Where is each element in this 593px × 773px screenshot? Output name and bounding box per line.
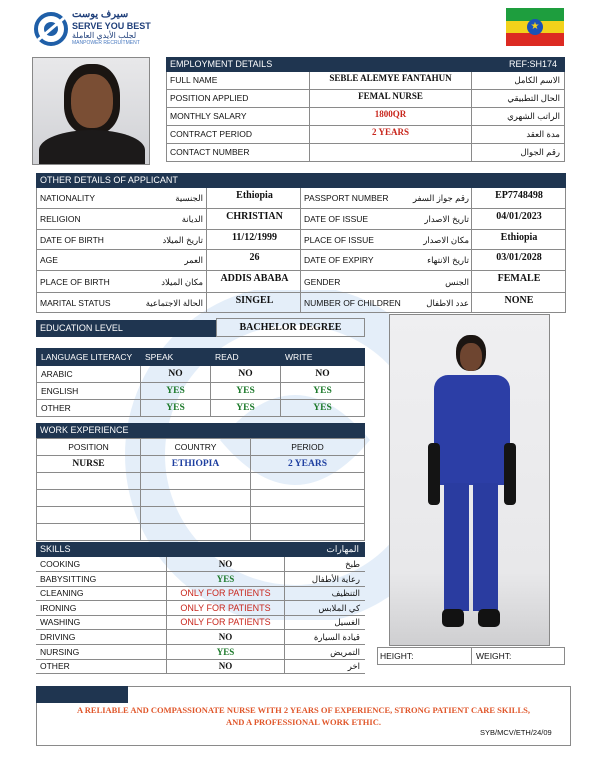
- language-level: YES: [281, 383, 365, 400]
- other-detail-label: PASSPORT NUMBER: [304, 193, 389, 203]
- skill-label: CLEANING: [40, 588, 84, 599]
- other-detail-label: NATIONALITY: [40, 193, 96, 203]
- skill-label-ar: كي الملابس: [318, 602, 360, 613]
- skill-label-ar: التنظيف: [331, 588, 360, 599]
- language-level: NO: [141, 366, 211, 383]
- summary-line-2: AND A PROFESSIONAL WORK ETHIC.: [225, 717, 381, 727]
- period-header: PERIOD: [251, 439, 365, 456]
- other-detail-value: 04/01/2023: [496, 211, 542, 222]
- skills-title-ar: المهارات: [326, 544, 359, 554]
- other-detail-label: PLACE OF ISSUE: [304, 235, 374, 245]
- skill-value: NO: [218, 661, 233, 672]
- skill-label-ar: اخر: [347, 661, 360, 672]
- skill-row: [36, 615, 365, 630]
- language-header-row: [37, 349, 365, 366]
- employment-row: [166, 126, 565, 144]
- other-detail-value: 11/12/1999: [231, 232, 277, 243]
- height-label: HEIGHT:: [380, 651, 414, 661]
- language-level: YES: [211, 400, 281, 417]
- work-experience-table: [36, 438, 365, 541]
- skill-row: [36, 586, 365, 601]
- other-detail-label-ar: مكان الاصدار: [423, 235, 469, 245]
- skill-row: [36, 630, 365, 645]
- skill-value: YES: [216, 573, 235, 584]
- skills-title: SKILLS: [40, 544, 71, 554]
- other-detail-row-left: [36, 188, 301, 209]
- skill-label-ar: التمريض: [330, 646, 360, 657]
- language-level: YES: [141, 383, 211, 400]
- brand-name-ar: سيرف يوست: [72, 9, 129, 20]
- employment-label-ar: مدة العقد: [526, 129, 560, 139]
- other-detail-value: FEMALE: [497, 273, 541, 284]
- language-level: YES: [211, 383, 281, 400]
- reference-number: REF:SH174: [508, 59, 557, 69]
- employment-value: FEMAL NURSE: [358, 91, 423, 101]
- employment-value: 2 YEARS: [372, 127, 409, 137]
- employment-row: [166, 72, 565, 90]
- other-detail-label: RELIGION: [40, 214, 81, 224]
- brand-tag-en: MANPOWER RECRUITMENT: [72, 40, 140, 46]
- employment-row: [166, 108, 565, 126]
- logo-mark-icon: [34, 10, 68, 48]
- education-label: EDUCATION LEVEL: [36, 320, 216, 337]
- other-detail-row-left: [36, 271, 301, 293]
- skills-header: [36, 542, 365, 557]
- other-detail-label: PLACE OF BIRTH: [40, 277, 110, 287]
- employment-row: [166, 90, 565, 108]
- other-detail-label-ar: العمر: [184, 255, 203, 265]
- skill-row: [36, 645, 365, 660]
- read-header: READ: [211, 349, 281, 366]
- skill-label: DRIVING: [40, 632, 76, 642]
- other-detail-row-left: [36, 293, 301, 313]
- position-header: POSITION: [37, 439, 141, 456]
- employment-label: MONTHLY SALARY: [170, 111, 247, 121]
- language-level: YES: [141, 400, 211, 417]
- height-weight-box: [377, 647, 565, 665]
- other-detail-row-right: [301, 293, 566, 313]
- employment-value: 1800QR: [374, 109, 407, 119]
- employment-label-ar: رقم الجوال: [520, 147, 560, 157]
- language-table: [36, 348, 365, 417]
- other-detail-label-ar: تاريخ الانتهاء: [427, 255, 469, 265]
- other-detail-label-ar: رقم جواز السفر: [412, 193, 469, 203]
- employment-header: [166, 57, 565, 72]
- other-detail-label: DATE OF ISSUE: [304, 214, 369, 224]
- skill-value: ONLY FOR PATIENTS: [180, 602, 271, 613]
- skill-label: BABYSITTING: [40, 573, 97, 584]
- skill-value: YES: [216, 646, 235, 657]
- skill-label: COOKING: [40, 559, 81, 569]
- other-detail-label-ar: تاريخ الميلاد: [162, 235, 203, 245]
- other-detail-value: CHRISTIAN: [226, 211, 283, 222]
- language-row: [37, 366, 365, 383]
- work-country: ETHIOPIA: [141, 456, 251, 473]
- other-detail-label: GENDER: [304, 277, 341, 287]
- education-value: BACHELOR DEGREE: [216, 318, 365, 337]
- other-detail-label: DATE OF EXPIRY: [304, 255, 374, 265]
- other-detail-value: SINGEL: [235, 295, 274, 306]
- brand-logo: [34, 10, 174, 50]
- employment-label: CONTRACT PERIOD: [170, 129, 253, 139]
- other-detail-value: Ethiopia: [236, 190, 273, 201]
- skill-label: IRONING: [40, 602, 77, 613]
- employment-row: [166, 144, 565, 162]
- other-detail-label-ar: الجنس: [445, 277, 469, 287]
- skill-value: NO: [218, 559, 233, 569]
- other-detail-label-ar: تاريخ الاصدار: [424, 214, 469, 224]
- other-detail-label-ar: مكان الميلاد: [161, 277, 203, 287]
- other-detail-label: NUMBER OF CHILDREN: [304, 298, 401, 308]
- employment-label-ar: الراتب الشهري: [507, 111, 560, 121]
- employment-label: POSITION APPLIED: [170, 93, 249, 103]
- ethiopia-flag-icon: ★: [506, 8, 564, 46]
- skill-label-ar: قيادة السيارة: [313, 632, 360, 642]
- weight-label: WEIGHT:: [476, 651, 512, 661]
- language-header: LANGUAGE LITERACY: [37, 349, 141, 366]
- other-detail-label-ar: عدد الاطفال: [426, 298, 469, 308]
- language-level: YES: [281, 400, 365, 417]
- work-row-empty: [37, 490, 365, 507]
- work-row-empty: [37, 473, 365, 490]
- other-detail-label-ar: الجنسية: [175, 193, 203, 203]
- other-detail-label-ar: الديانة: [181, 214, 203, 224]
- work-row-empty: [37, 524, 365, 541]
- work-row: [37, 456, 365, 473]
- language-name: OTHER: [37, 400, 141, 417]
- employment-value: SEBLE ALEMYE FANTAHUN: [329, 73, 452, 83]
- other-detail-value: EP7748498: [495, 190, 543, 201]
- other-detail-row-right: [301, 188, 566, 209]
- work-period: 2 YEARS: [251, 456, 365, 473]
- other-detail-value: 26: [249, 252, 260, 263]
- skill-row: [36, 659, 365, 674]
- other-detail-value: Ethiopia: [500, 232, 538, 243]
- employment-label-ar: الاسم الكامل: [514, 75, 560, 85]
- other-detail-value: NONE: [504, 295, 534, 306]
- other-detail-row-left: [36, 209, 301, 230]
- skill-label: OTHER: [40, 661, 70, 672]
- skill-value: ONLY FOR PATIENTS: [180, 588, 271, 599]
- summary-line-1: A RELIABLE AND COMPASSIONATE NURSE WITH 2 YEARS OF EXPERIENCE, STRONG PATIENT CARE SKILLS,: [76, 705, 531, 715]
- skill-row: [36, 572, 365, 587]
- other-detail-value: 03/01/2028: [496, 252, 542, 263]
- work-position: NURSE: [37, 456, 141, 473]
- language-row: [37, 383, 365, 400]
- brand-name-en: SERVE YOU BEST: [72, 21, 151, 31]
- skill-value: ONLY FOR PATIENTS: [180, 617, 271, 628]
- work-row-empty: [37, 507, 365, 524]
- employment-title: EMPLOYMENT DETAILS: [170, 59, 273, 69]
- employment-label: FULL NAME: [170, 75, 218, 85]
- skill-value: NO: [218, 632, 233, 642]
- country-header: COUNTRY: [141, 439, 251, 456]
- footer-code: SYB/MCV/ETH/24/09: [480, 728, 552, 737]
- other-details-header: OTHER DETAILS OF APPLICANT: [36, 173, 566, 188]
- summary-bar: [36, 686, 128, 703]
- other-detail-row-right: [301, 271, 566, 293]
- other-detail-value: ADDIS ABABA: [220, 273, 289, 284]
- skill-label-ar: رعاية الأطفال: [311, 573, 360, 584]
- other-detail-label: AGE: [40, 255, 58, 265]
- skill-label: NURSING: [40, 646, 80, 657]
- employment-label: CONTACT NUMBER: [170, 147, 250, 157]
- write-header: WRITE: [281, 349, 365, 366]
- language-level: NO: [281, 366, 365, 383]
- work-experience-header: WORK EXPERIENCE: [36, 423, 365, 438]
- skill-label: WASHING: [40, 617, 81, 628]
- work-header-row: [37, 439, 365, 456]
- other-detail-label: MARITAL STATUS: [40, 298, 111, 308]
- speak-header: SPEAK: [141, 349, 211, 366]
- language-name: ARABIC: [37, 366, 141, 383]
- other-detail-label-ar: الحالة الاجتماعية: [145, 298, 203, 308]
- other-detail-row-right: [301, 209, 566, 230]
- language-level: NO: [211, 366, 281, 383]
- other-detail-row-left: [36, 230, 301, 250]
- skill-row: [36, 601, 365, 616]
- other-detail-label: DATE OF BIRTH: [40, 235, 104, 245]
- other-detail-row-right: [301, 230, 566, 250]
- employment-label-ar: الحال التطبيقي: [507, 93, 560, 103]
- brand-tag-ar: لجلب الأيدي العاملة: [72, 31, 137, 40]
- skill-label-ar: الغسيل: [334, 617, 360, 628]
- other-detail-row-left: [36, 250, 301, 271]
- applicant-portrait: [32, 57, 150, 165]
- language-row: [37, 400, 365, 417]
- skill-row: [36, 557, 365, 572]
- skill-label-ar: طبخ: [345, 559, 360, 569]
- language-name: ENGLISH: [37, 383, 141, 400]
- other-detail-row-right: [301, 250, 566, 271]
- applicant-full-photo: [389, 314, 550, 646]
